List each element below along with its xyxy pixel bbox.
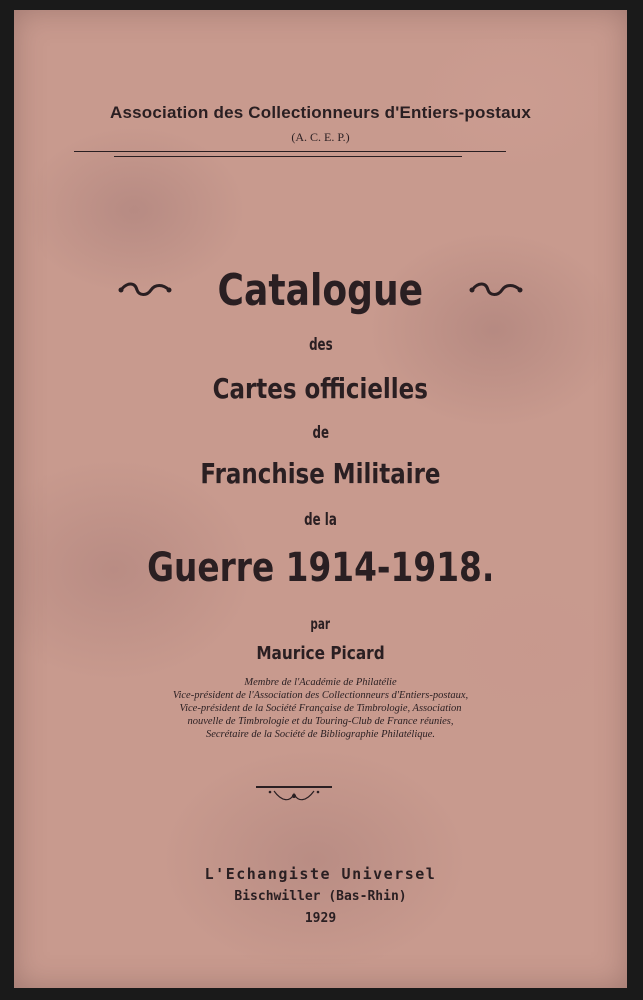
title-row bbox=[14, 260, 627, 320]
credit-line: Membre de l'Académie de Philatélie bbox=[244, 677, 397, 688]
title-line-des: des bbox=[308, 335, 333, 355]
header-rule-bottom bbox=[114, 156, 462, 157]
header-rule-top bbox=[74, 151, 506, 152]
title-line-de: de bbox=[312, 423, 329, 443]
booklet-cover bbox=[14, 10, 627, 988]
title-line-guerre: Guerre 1914-1918. bbox=[146, 545, 495, 591]
title-line-dela: de la bbox=[304, 510, 337, 530]
credit-line: Vice-président de l'Association des Collectionneurs d'Entiers-postaux, bbox=[172, 690, 469, 701]
publisher-city: Bischwiller (Bas-Rhin) bbox=[234, 889, 407, 904]
association-abbreviation: (A. C. E. P.) bbox=[291, 130, 350, 144]
author-name: Maurice Picard bbox=[256, 643, 385, 664]
ornament-right-icon bbox=[468, 280, 524, 300]
publisher-name: L'Echangiste Universel bbox=[204, 865, 437, 883]
title-line-franchise: Franchise Militaire bbox=[200, 457, 441, 490]
credit-line: nouvelle de Timbrologie et du Touring-Club de France réunies, bbox=[187, 716, 454, 727]
title-line-cartes: Cartes officielles bbox=[212, 372, 429, 405]
publication-year: 1929 bbox=[304, 911, 337, 926]
author-par: par bbox=[310, 615, 331, 633]
credit-line: Secrétaire de la Société de Bibliographie Philatélique. bbox=[205, 729, 436, 740]
credit-line: Vice-président de la Société Française de Timbrologie, Association bbox=[179, 703, 462, 714]
ornament-left-icon bbox=[117, 280, 173, 300]
association-name: Association des Collectionneurs d'Entiers-postaux bbox=[110, 103, 531, 122]
author-credits bbox=[54, 676, 587, 741]
catalogue-title: Catalogue bbox=[217, 264, 424, 316]
vignette-ornament-icon bbox=[254, 782, 334, 804]
